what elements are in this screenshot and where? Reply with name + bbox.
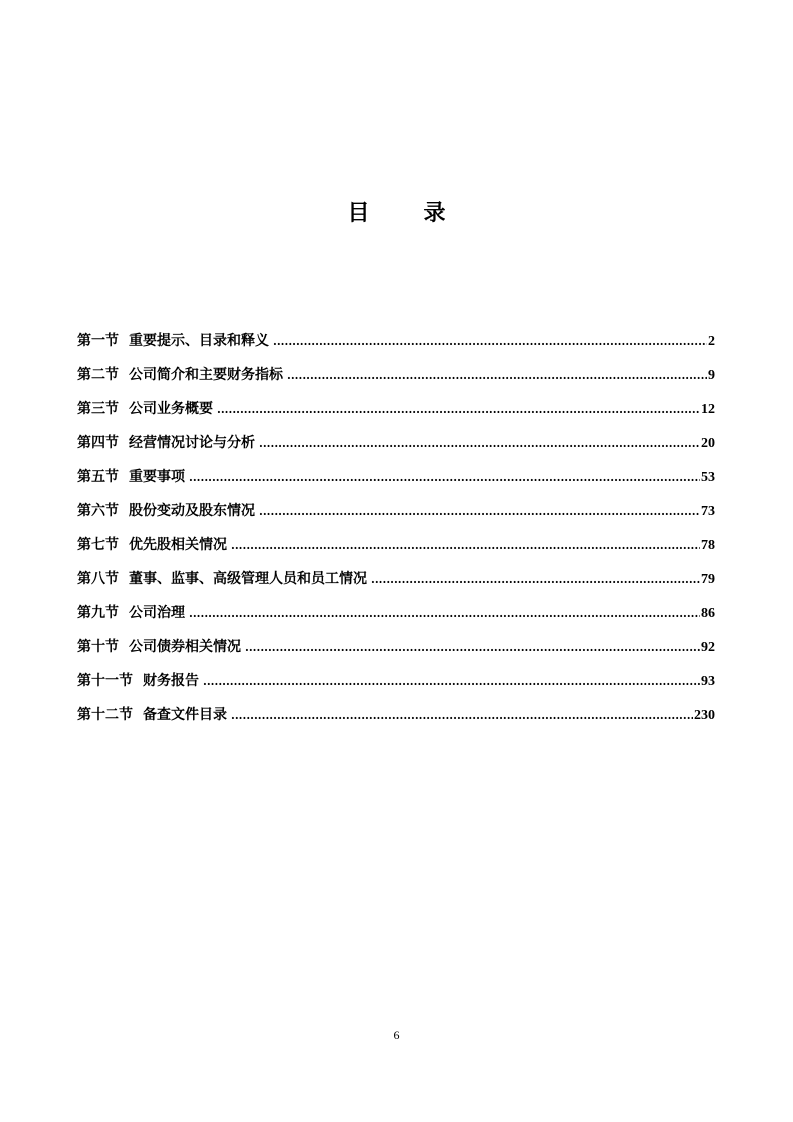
toc-page-number: 92 xyxy=(701,640,715,655)
toc-entry[interactable] xyxy=(77,636,715,670)
page-footer-number: 6 xyxy=(393,1028,400,1042)
toc-entry[interactable] xyxy=(77,398,715,432)
toc-dot-leader xyxy=(371,569,700,591)
toc-section-number: 第四节 xyxy=(77,435,119,451)
toc-heading-char-1: 目 xyxy=(347,201,370,226)
toc-section-title: 公司业务概要 xyxy=(129,401,213,417)
toc-section-title: 备查文件目录 xyxy=(143,707,227,723)
toc-entry[interactable] xyxy=(77,466,715,500)
toc-page-number: 79 xyxy=(701,572,715,587)
toc-section-number: 第一节 xyxy=(77,333,119,349)
toc-dot-leader xyxy=(287,365,707,387)
toc-section-number: 第五节 xyxy=(77,469,119,485)
toc-section-title: 重要提示、目录和释义 xyxy=(129,333,269,349)
toc-entry[interactable] xyxy=(77,534,715,568)
toc-section-title: 公司治理 xyxy=(129,605,185,621)
toc-dot-leader xyxy=(259,501,700,523)
toc-dot-leader xyxy=(231,535,700,557)
toc-page-number: 2 xyxy=(708,334,715,349)
toc-entry[interactable] xyxy=(77,704,715,738)
toc-dot-leader xyxy=(217,399,700,421)
toc-page-number: 86 xyxy=(701,606,715,621)
toc-heading-char-2: 录 xyxy=(423,201,446,226)
toc-section-title: 公司债券相关情况 xyxy=(129,639,241,655)
toc-section-title: 优先股相关情况 xyxy=(129,537,227,553)
toc-dot-leader xyxy=(273,331,707,353)
toc-section-title: 股份变动及股东情况 xyxy=(129,503,255,519)
toc-section-title: 董事、监事、高级管理人员和员工情况 xyxy=(129,571,367,587)
toc-page-number: 20 xyxy=(701,436,715,451)
toc-dot-leader xyxy=(259,433,700,455)
toc-dot-leader xyxy=(203,671,700,693)
toc-section-number: 第六节 xyxy=(77,503,119,519)
toc-dot-leader xyxy=(245,637,700,659)
toc-entry[interactable] xyxy=(77,568,715,602)
toc-page-number: 53 xyxy=(701,470,715,485)
toc-page-number: 230 xyxy=(694,708,715,723)
toc-section-number: 第十一节 xyxy=(77,673,133,689)
toc-page-number: 12 xyxy=(701,402,715,417)
toc-heading xyxy=(0,196,793,227)
toc-section-title: 经营情况讨论与分析 xyxy=(129,435,255,451)
toc-entry[interactable] xyxy=(77,602,715,636)
toc-section-title: 重要事项 xyxy=(129,469,185,485)
toc-section-number: 第三节 xyxy=(77,401,119,417)
toc-section-number: 第七节 xyxy=(77,537,119,553)
toc-dot-leader xyxy=(189,467,700,489)
toc-section-number: 第十二节 xyxy=(77,707,133,723)
toc-section-number: 第八节 xyxy=(77,571,119,587)
toc-page-number: 73 xyxy=(701,504,715,519)
toc-page-number: 93 xyxy=(701,674,715,689)
toc-entry[interactable] xyxy=(77,330,715,364)
toc-section-number: 第二节 xyxy=(77,367,119,383)
toc-dot-leader xyxy=(231,705,693,727)
toc-section-number: 第十节 xyxy=(77,639,119,655)
toc-entry[interactable] xyxy=(77,364,715,398)
toc-page-number: 9 xyxy=(708,368,715,383)
toc-dot-leader xyxy=(189,603,700,625)
toc-entry[interactable] xyxy=(77,670,715,704)
toc-page-number: 78 xyxy=(701,538,715,553)
toc-entry[interactable] xyxy=(77,500,715,534)
toc-section-title: 财务报告 xyxy=(143,673,199,689)
toc-section-title: 公司简介和主要财务指标 xyxy=(129,367,283,383)
toc-section-number: 第九节 xyxy=(77,605,119,621)
table-of-contents xyxy=(77,330,715,738)
toc-entry[interactable] xyxy=(77,432,715,466)
